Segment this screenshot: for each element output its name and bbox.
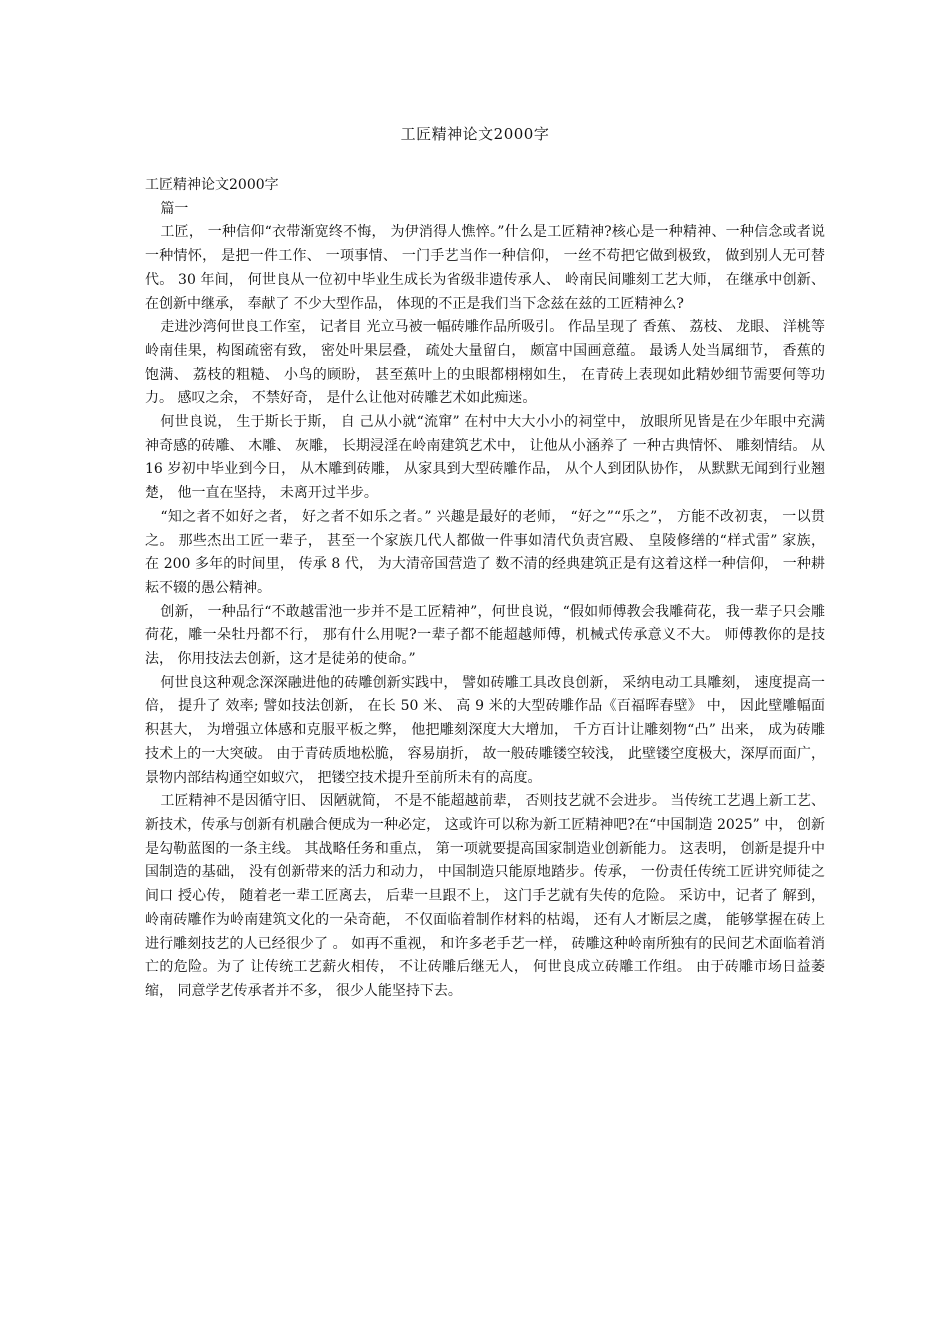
document-title: 工匠精神论文2000字 <box>400 125 550 143</box>
paragraph-6: 何世良这种观念深深融进他的砖雕创新实践中， 譬如砖雕工具改良创新， 采纳电动工具雕刻， 速度提高一倍， 提升了 效率; 譬如技法创新， 在长 50 米、 高 9 米的大型砖雕作品《百福晖春壁》 中， 因此壁雕幅面积甚大， 为增强立体感和克服平板之弊， 他把雕刻深度大大增加， 千方百计让雕刻物“凸” 出来， 成为砖雕技术上的一大突破。 由于青砖质地松脆， 容易崩折， 故一般砖雕镂空较浅， 此壁镂空度极大，深厚而面广， 景物内部结构通空如蚁穴， 把镂空技术提升至前所未有的高度。 <box>145 674 825 786</box>
paragraph-3: 何世良说， 生于斯长于斯， 自 己从小就“流窜” 在村中大大小小的祠堂中， 放眼所见皆是在少年眼中充满神奇感的砖雕、 木雕、 灰雕， 长期浸淫在岭南建筑艺术中， 让他从小涵养了 一种古典情怀、 雕刻情结。 从 16 岁初中毕业到今日， 从木雕到砖雕， 从家具到大型砖雕作品， 从个人到团队协作， 从默默无闻到行业翘楚， 他一直在坚持， 未离开过半步。 <box>145 414 825 502</box>
paragraph-4: “知之者不如好之者， 好之者不如乐之者。” 兴趣是最好的老师， “好之”“乐之”， 方能不改初衷， 一以贯之。 那些杰出工匠一辈子， 甚至一个家族几代人都做一件事如清代负责宫殿、 皇陵修缮的“样式雷” 家族， 在 200 多年的时间里， 传承 8 代， 为大清帝国营造了 数不清的经典建筑正是有这着这样一种信仰， 一种耕耘不辍的愚公精神。 <box>145 508 825 596</box>
section-label: 篇一 <box>160 200 189 217</box>
paragraph-2: 走进沙湾何世良工作室， 记者目 光立马被一幅砖雕作品所吸引。 作品呈现了 香蕉、 荔枝、 龙眼、 洋桃等岭南佳果，构图疏密有致， 密处叶果层叠， 疏处大量留白， 颇富中国画意蕴。 最诱人处当属细节， 香蕉的饱满、 荔枝的粗糙、 小鸟的顾盼， 甚至蕉叶上的虫眼都栩栩如生， 在青砖上表现如此精妙细节需要何等功力。 感叹之余， 不禁好奇， 是什么让他对砖雕艺术如此痴迷。 <box>145 319 825 407</box>
paragraph-1: 工匠， 一种信仰“衣带渐宽终不悔， 为伊消得人憔悴。”什么是工匠精神?核心是一种精神、一种信念或者说一种情怀， 是把一件工作、 一项事情、 一门手艺当作一种信仰， 一丝不苟把它做到极致， 做到别人无可替代。 30 年间， 何世良从一位初中毕业生成长为省级非遗传承人、 岭南民间雕刻工艺大师， 在继承中创新、 在创新中继承， 奉献了 不少大型作品， 体现的不正是我们当下念兹在兹的工匠精神么? <box>145 224 825 312</box>
document-subtitle: 工匠精神论文2000字 <box>145 177 279 193</box>
paragraph-7: 工匠精神不是因循守旧、 因陋就简， 不是不能超越前辈， 否则技艺就不会进步。 当传统工艺遇上新工艺、 新技术，传承与创新有机融合便成为一种必定， 这或许可以称为新工匠精神吧?在“中国制造 2025” 中， 创新是勾勒蓝图的一条主线。 其战略任务和重点， 第一项就要提高国家制造业创新能力。 这表明， 创新是提升中国制造的基础， 没有创新带来的活力和动力， 中国制造只能原地踏步。传承， 一份责任传统工匠讲究师徒之间口 授心传， 随着老一辈工匠离去， 后辈一旦跟不上， 这门手艺就有失传的危险。 采访中，记者了 解到， 岭南砖雕作为岭南建筑文化的一朵奇葩， 不仅面临着制作材料的枯竭， 还有人才断层之虞， 能够掌握在砖上进行雕刻技艺的人已经很少了 。 如再不重视， 和许多老手艺一样， 砖雕这种岭南所独有的民间艺术面临着消亡的危险。为了 让传统工艺薪火相传， 不让砖雕后继无人， 何世良成立砖雕工作组。 由于砖雕市场日益萎缩， 同意学艺传承者并不多， 很少人能坚持下去。 <box>145 793 825 999</box>
paragraph-5: 创新， 一种品行“不敢越雷池一步并不是工匠精神”，何世良说，“假如师傅教会我雕荷花，我一辈子只会雕荷花，雕一朵牡丹都不行， 那有什么用呢?一辈子都不能超越师傅，机械式传承意义不大。 师傅教你的是技法， 你用技法去创新，这才是徒弟的使命。” <box>145 603 825 668</box>
document-body <box>145 174 825 1004</box>
